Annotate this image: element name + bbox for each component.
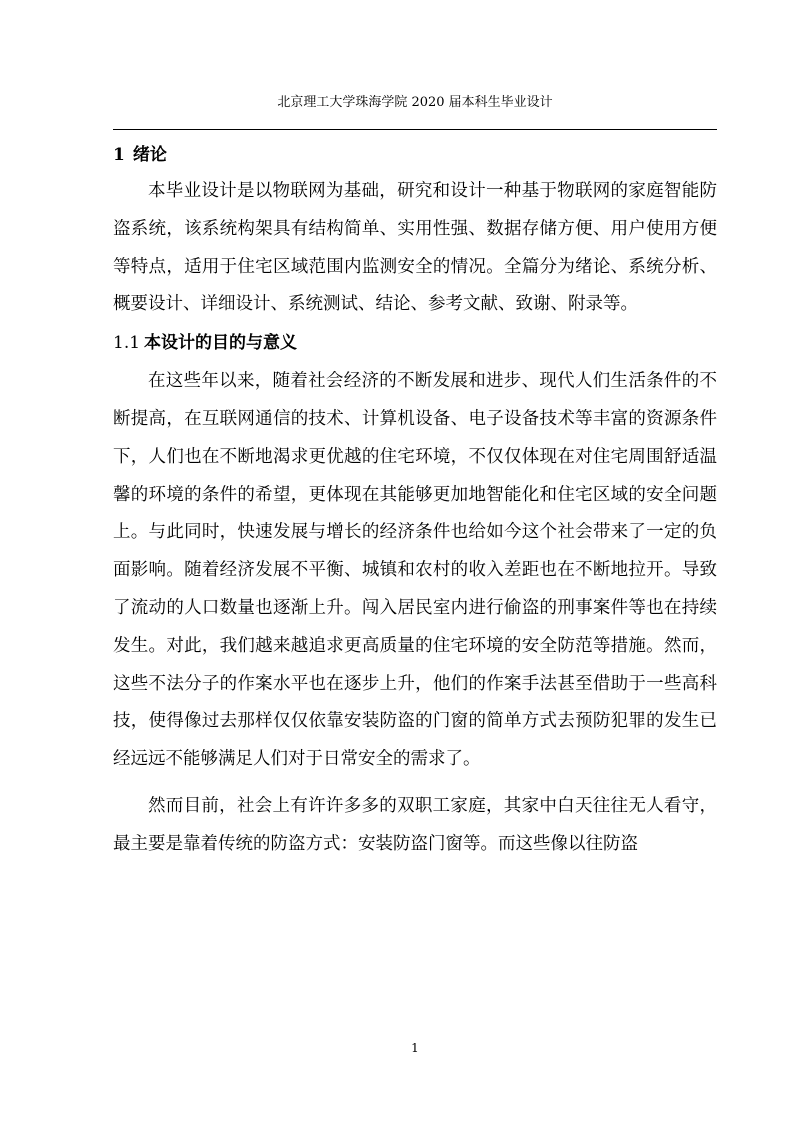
document-body bbox=[113, 138, 717, 864]
page-number: 1 bbox=[411, 1041, 419, 1055]
page-header: 北京理工大学珠海学院 2020 届本科生毕业设计 bbox=[277, 95, 553, 110]
chapter-title: 绪论 bbox=[132, 145, 167, 165]
section-title: 本设计的目的与意义 bbox=[144, 333, 298, 354]
section-number: 1.1 bbox=[113, 333, 141, 354]
chapter-intro-paragraph: 本毕业设计是以物联网为基础，研究和设计一种基于物联网的家庭智能防盗系统，该系统构架具有结构简单、实用性强、数据存储方便、用户使用方便等特点，适用于住宅区域范围内监测安全的情况。全篇分为绪论、系统分析、概要设计、详细设计、系统测试、结论、参考文献、致谢、附录等。 bbox=[113, 181, 717, 315]
section-heading bbox=[113, 324, 717, 362]
body-paragraph: 在这些年以来，随着社会经济的不断发展和进步、现代人们生活条件的不断提高，在互联网通信的技术、计算机设备、电子设备技术等丰富的资源条件下，人们也在不断地渴求更优越的住宅环境，不仅仅体现在对住宅周围舒适温馨的环境的条件的希望，更体现在其能够更加地智能化和住宅区域的安全问题上。与此同时，快速发展与增长的经济条件也给如今这个社会带来了一定的负面影响。随着经济发展不平衡、城镇和农村的收入差距也在不断地拉开。导致了流动的人口数量也逐渐上升。闯入居民室内进行偷盗的刑事案件等也在持续发生。对此，我们越来越追求更高质量的住宅环境的安全防范等措施。然而，这些不法分子的作案水平也在逐步上升，他们的作案手法甚至借助于一些高科技，使得像过去那样仅仅依靠安装防盗的门窗的简单方式去预防犯罪的发生已经远远不能够满足人们对于日常安全的需求了。 bbox=[113, 371, 717, 770]
chapter-heading bbox=[113, 138, 717, 172]
header-rule bbox=[113, 129, 717, 130]
body-paragraph: 然而目前，社会上有许许多多的双职工家庭，其家中白天往往无人看守，最主要是靠着传统的防盗方式：安装防盗门窗等。而这些像以往防盗 bbox=[113, 795, 717, 854]
chapter-number: 1 bbox=[113, 145, 125, 165]
paragraph-gap bbox=[113, 779, 717, 787]
